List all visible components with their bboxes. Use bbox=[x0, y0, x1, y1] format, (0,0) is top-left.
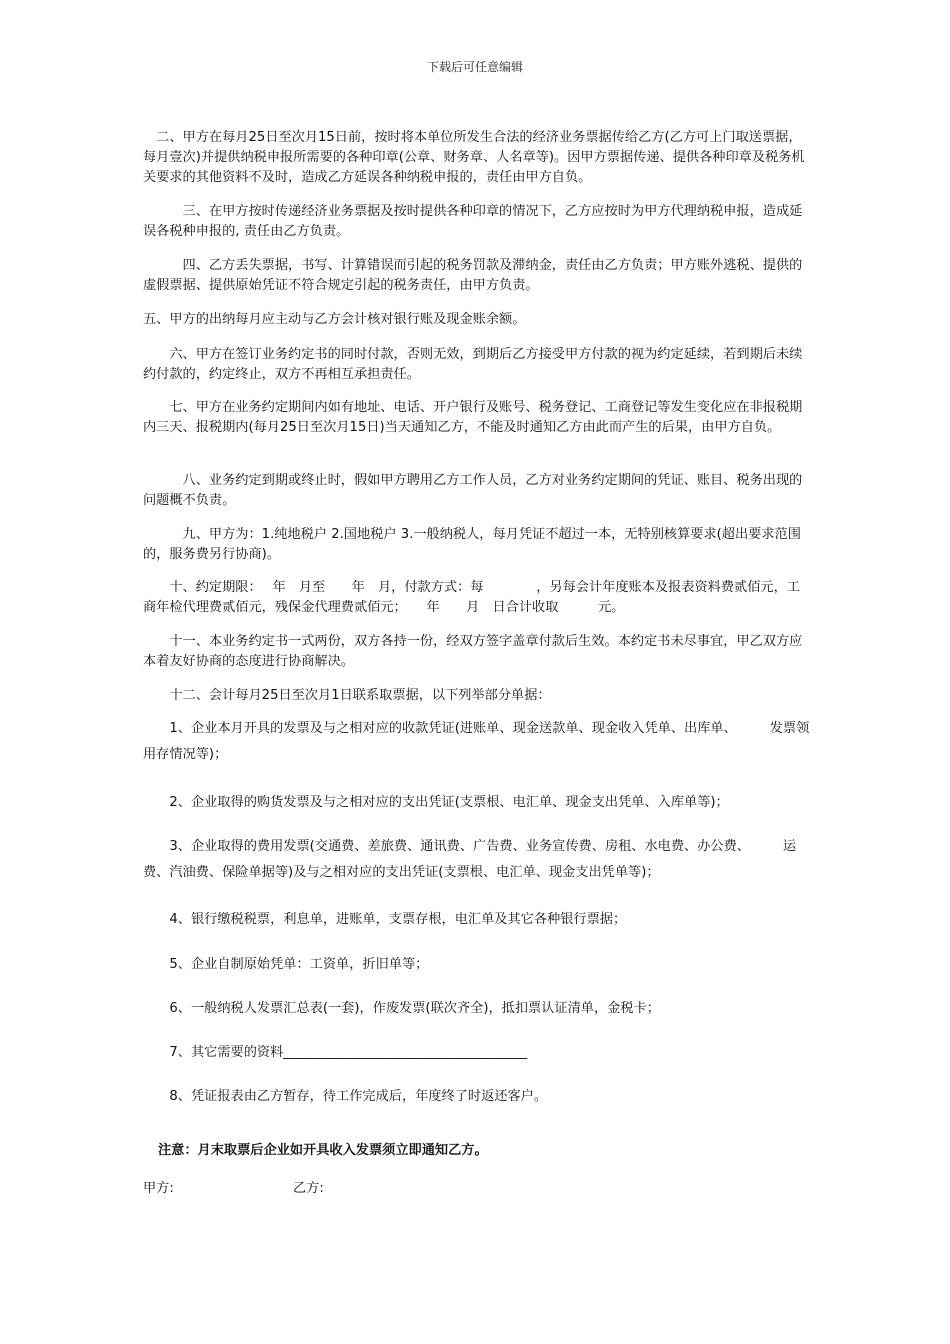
page-header: 下载后可任意编辑 bbox=[426, 60, 523, 74]
list-item: 2、企业取得的购货发票及与之相对应的支出凭证(支票根、电汇单、现金支出凭单、入库单等)； bbox=[143, 795, 729, 810]
clause-9: 九、甲方为：1.纯地税户 2.国地税户 3.一般纳税人，每月凭证不超过一本，无特别核算要求(超出要求范围的，服务费另行协商)。 bbox=[143, 527, 801, 562]
clause-6: 六、甲方在签订业务约定书的同时付款，否则无效，到期后乙方接受甲方付款的视为约定延续，若到期后未续约付款的，约定终止，双方不再相互承担责任。 bbox=[143, 347, 803, 382]
list-item: 7、其它需要的资料_____________________________________ bbox=[143, 1045, 528, 1060]
clause-4: 四、乙方丢失票据，书写、计算错误而引起的税务罚款及滞纳金，责任由乙方负责；甲方账外逃税、提供的虚假票据、提供原始凭证不符合规定引起的税务责任，由甲方负责。 bbox=[143, 258, 803, 293]
list-item: 8、凭证报表由乙方暂存，待工作完成后，年度终了时返还客户。 bbox=[143, 1089, 548, 1104]
clause-11: 十一、本业务约定书一式两份，双方各持一份，经双方签字盖章付款后生效。本约定书未尽事宜，甲乙双方应本着友好协商的态度进行协商解决。 bbox=[143, 634, 803, 669]
clause-10: 十、约定期限： 年 月至 年 月，付款方式：每 ，另每会计年度账本及报表资料费贰佰元，工商年检代理费贰佰元，残保金代理费贰佰元； 年 月 日合计收取 元。 bbox=[143, 580, 800, 615]
list-item: 1、企业本月开具的发票及与之相对应的收款凭证(进账单、现金送款单、现金收入凭单、出库单、 发票领用存情况等)； bbox=[143, 721, 810, 762]
party-b-signature-label: 乙方: bbox=[293, 1181, 324, 1196]
notice-text: 注意：月末取票后企业如开具收入发票须立即通知乙方。 bbox=[158, 1143, 488, 1158]
clause-12: 十二、会计每月25日至次月1日联系取票据，以下列举部分单据： bbox=[143, 688, 551, 703]
clause-7: 七、甲方在业务约定期间内如有地址、电话、开户银行及账号、税务登记、工商登记等发生变化应在非报税期内三天、报税期内(每月25日至次月15日)当天通知乙方，不能及时通知乙方由此而产生的后果，由甲方自负。 bbox=[143, 400, 803, 435]
clause-3: 三、在甲方按时传递经济业务票据及按时提供各种印章的情况下，乙方应按时为甲方代理纳税申报，造成延误各税种申报的, 责任由乙方负责。 bbox=[143, 204, 803, 239]
list-item: 5、企业自制原始凭单：工资单，折旧单等； bbox=[143, 957, 429, 972]
clause-8: 八、业务约定到期或终止时，假如甲方聘用乙方工作人员，乙方对业务约定期间的凭证、账目、税务出现的问题概不负责。 bbox=[143, 473, 803, 508]
party-a-signature-label: 甲方: bbox=[143, 1181, 174, 1196]
clause-5: 五、甲方的出纳每月应主动与乙方会计核对银行账及现金账余额。 bbox=[143, 312, 526, 327]
list-item: 3、企业取得的费用发票(交通费、差旅费、通讯费、广告费、业务宣传费、房租、水电费、办公费、 运费、汽油费、保险单据等)及与之相对应的支出凭证(支票根、电汇单、现金支出凭单等)； bbox=[143, 839, 797, 880]
list-item: 4、银行缴税税票，利息单，进账单，支票存根，电汇单及其它各种银行票据； bbox=[143, 912, 627, 927]
list-item: 6、一般纳税人发票汇总表(一套)，作废发票(联次齐全)，抵扣票认证清单，金税卡； bbox=[143, 1001, 660, 1016]
clause-2: 二、甲方在每月25日至次月15日前，按时将本单位所发生合法的经济业务票据传给乙方(乙方可上门取送票据，每月壹次)并提供纳税申报所需要的各种印章(公章、财务章、人名章等)。因甲方票据传递、提供各种印章及税务机关要求的其他资料不及时，造成乙方延误各种纳税申报的，责任由甲方自负。 bbox=[143, 130, 805, 185]
